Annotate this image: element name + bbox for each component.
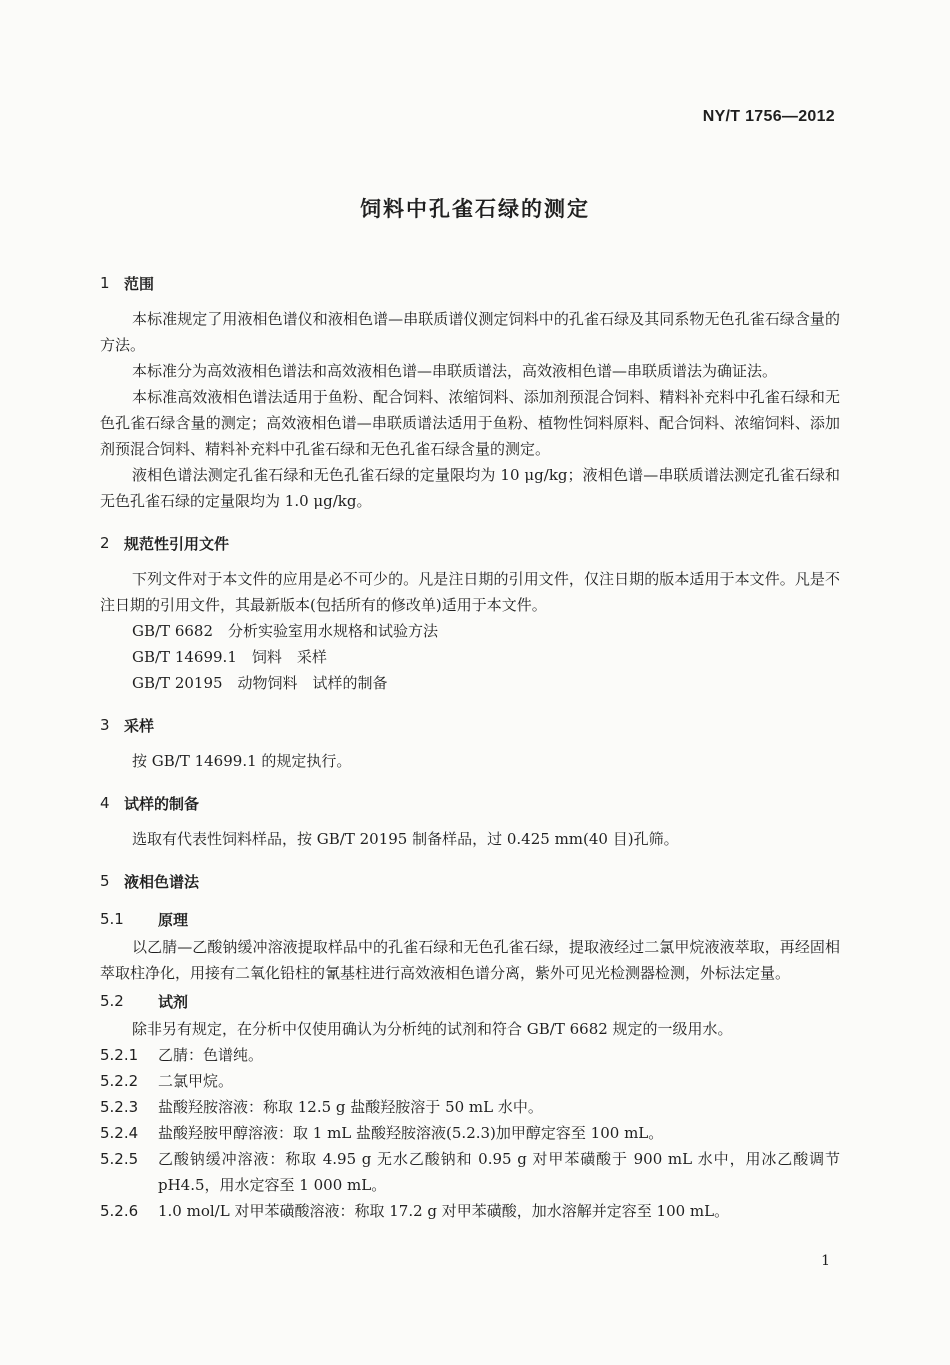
section-heading-sample-preparation	[100, 788, 840, 818]
section-title: 液相色谱法	[124, 872, 200, 891]
section-heading-liquid-chromatography	[100, 866, 840, 896]
paragraph: 以乙腈—乙酸钠缓冲溶液提取样品中的孔雀石绿和无色孔雀石绿，提取液经过二氯甲烷液液萃取，再经固相萃取柱净化，用接有二氧化铅柱的氰基柱进行高效液相色谱分离，紫外可见光检测器检测，外标法定量。	[100, 938, 840, 982]
reagent-item	[100, 1120, 840, 1146]
paragraph: 本标准高效液相色谱法适用于鱼粉、配合饲料、浓缩饲料、添加剂预混合饲料、精料补充料中孔雀石绿和无色孔雀石绿含量的测定；高效液相色谱—串联质谱法适用于鱼粉、植物性饲料原料、配合饲料、浓缩饲料、添加剂预混合饲料、精料补充料中孔雀石绿和无色孔雀石绿含量的测定。	[100, 388, 840, 458]
item-number: 5.2.2	[100, 1072, 139, 1090]
item-text: 乙酸钠缓冲溶液：称取 4.95 g 无水乙酸钠和 0.95 g 对甲苯磺酸于 900 mL 水中，用冰乙酸调节 pH4.5，用水定容至 1 000 mL。	[158, 1150, 840, 1194]
standard-code: NY/T 1756—2012	[702, 108, 835, 125]
reference-item: GB/T 14699.1 饲料 采样	[132, 648, 327, 666]
subsection-number: 5.1	[100, 910, 124, 928]
section-number: 4	[100, 794, 110, 812]
item-number: 5.2.3	[100, 1098, 139, 1116]
item-text: 乙腈：色谱纯。	[158, 1046, 264, 1064]
reference-item: GB/T 20195 动物饲料 试样的制备	[132, 674, 388, 692]
section-heading-scope	[100, 268, 840, 298]
section-heading-sampling	[100, 710, 840, 740]
paragraph: 下列文件对于本文件的应用是必不可少的。凡是注日期的引用文件，仅注日期的版本适用于本文件。凡是不注日期的引用文件，其最新版本(包括所有的修改单)适用于本文件。	[100, 570, 840, 614]
reagent-item	[100, 1042, 840, 1068]
item-text: 二氯甲烷。	[158, 1072, 234, 1090]
reagent-item	[100, 1068, 840, 1094]
item-number: 5.2.6	[100, 1202, 139, 1220]
item-text: 盐酸羟胺溶液：称取 12.5 g 盐酸羟胺溶于 50 mL 水中。	[158, 1098, 543, 1116]
subsection-title: 试剂	[158, 992, 189, 1011]
subsection-heading-reagents	[100, 986, 840, 1016]
item-number: 5.2.5	[100, 1150, 139, 1168]
document-title: 饲料中孔雀石绿的测定	[360, 197, 590, 221]
section-title: 试样的制备	[124, 794, 200, 813]
reference-item: GB/T 6682 分析实验室用水规格和试验方法	[132, 622, 439, 640]
item-text: 1.0 mol/L 对甲苯磺酸溶液：称取 17.2 g 对甲苯磺酸，加水溶解并定容至 100 mL。	[158, 1202, 730, 1220]
document-body	[100, 268, 840, 1224]
subsection-number: 5.2	[100, 992, 124, 1010]
section-heading-normative-references	[100, 528, 840, 558]
item-number: 5.2.4	[100, 1124, 139, 1142]
paragraph: 本标准分为高效液相色谱法和高效液相色谱—串联质谱法，高效液相色谱—串联质谱法为确证法。	[132, 362, 778, 380]
section-number: 1	[100, 274, 110, 292]
section-number: 3	[100, 716, 110, 734]
paragraph: 按 GB/T 14699.1 的规定执行。	[132, 752, 352, 770]
section-title: 范围	[124, 274, 155, 293]
paragraph: 除非另有规定，在分析中仅使用确认为分析纯的试剂和符合 GB/T 6682 规定的一级用水。	[132, 1020, 733, 1038]
item-number: 5.2.1	[100, 1046, 139, 1064]
subsection-title: 原理	[158, 910, 189, 929]
paragraph: 选取有代表性饲料样品，按 GB/T 20195 制备样品，过 0.425 mm(40 目)孔筛。	[132, 830, 679, 848]
section-number: 5	[100, 872, 110, 890]
reagent-item	[100, 1094, 840, 1120]
subsection-heading-principle	[100, 904, 840, 934]
page-number: 1	[821, 1253, 830, 1269]
paragraph: 本标准规定了用液相色谱仪和液相色谱—串联质谱仪测定饲料中的孔雀石绿及其同系物无色孔雀石绿含量的方法。	[100, 310, 840, 354]
reagent-item	[100, 1146, 840, 1198]
reagent-item	[100, 1198, 840, 1224]
section-title: 规范性引用文件	[124, 534, 230, 553]
section-number: 2	[100, 534, 110, 552]
paragraph: 液相色谱法测定孔雀石绿和无色孔雀石绿的定量限均为 10 μg/kg；液相色谱—串联质谱法测定孔雀石绿和无色孔雀石绿的定量限均为 1.0 μg/kg。	[100, 466, 840, 510]
item-text: 盐酸羟胺甲醇溶液：取 1 mL 盐酸羟胺溶液(5.2.3)加甲醇定容至 100 mL。	[158, 1124, 664, 1142]
section-title: 采样	[124, 716, 155, 735]
